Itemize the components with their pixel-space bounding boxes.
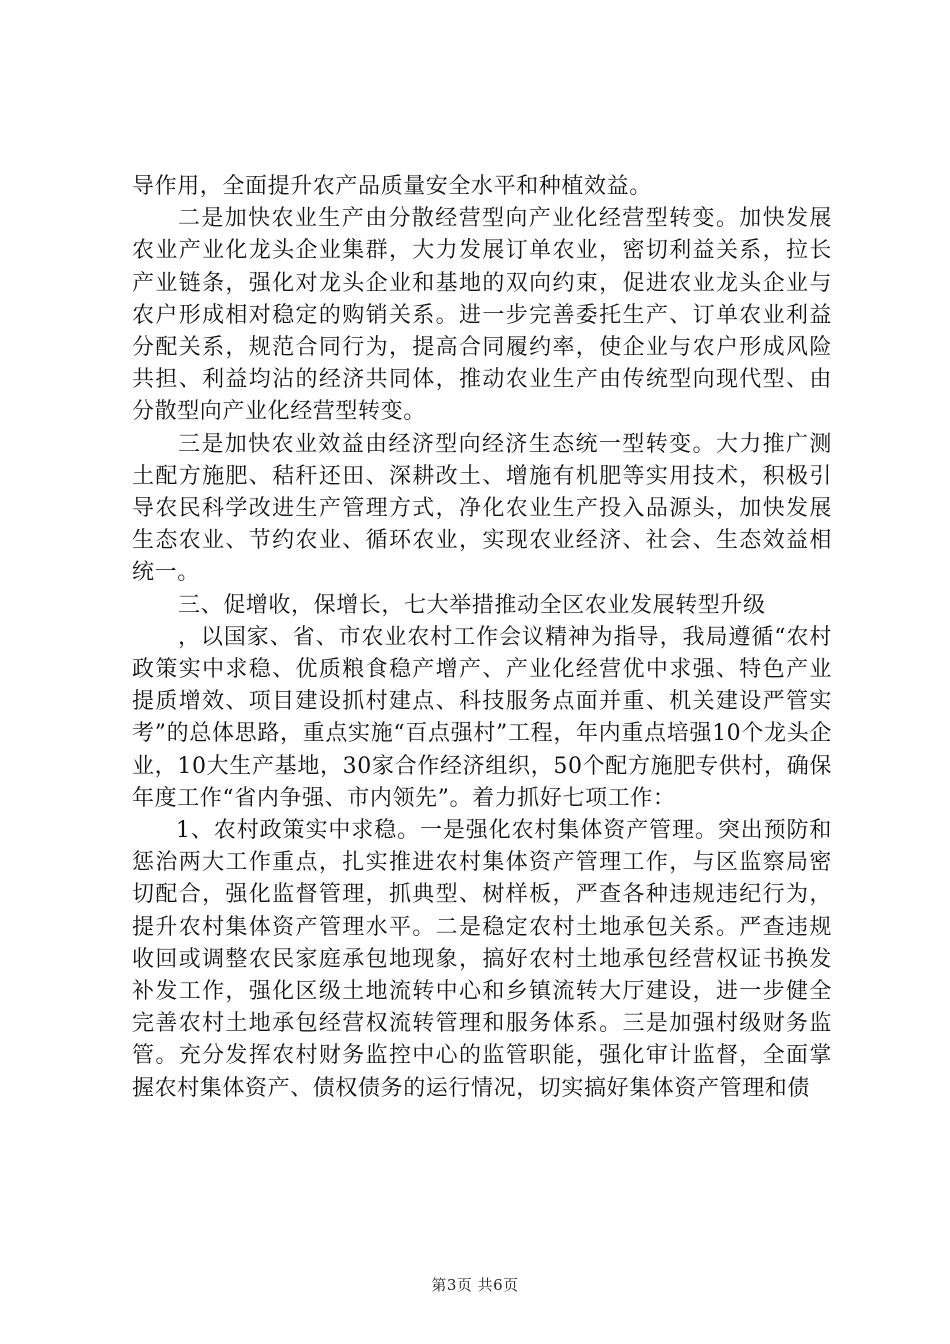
paragraph-point-three: 三是加快农业效益由经济型向经济生态统一型转变。大力推广测土配方施肥、秸秆还田、深耕改土、增施有机肥等实用技术，积极引导农民科学改进生产管理方式，净化农业生产投入品源头，加快发展生态农业、节约农业、循环农业，实现农业经济、社会、生态效益相统一。: [132, 431, 832, 586]
section-heading-three: 三、促增收，保增长，七大举措推动全区农业发展转型升级: [178, 592, 766, 618]
paragraph-continuation: 导作用，全面提升农产品质量安全水平和种植效益。: [132, 174, 652, 199]
paragraph-point-two: 二是加快农业生产由分散经营型向产业化经营型转变。加快发展农业产业化龙头企业集群，大力发展订单农业，密切利益关系，拉长产业链条，强化对龙头企业和基地的双向约束，促进农业龙头企业与农户形成相对稳定的购销关系。进一步完善委托生产、订单农业利益分配关系，规范合同行为，提高合同履约率，使企业与农户形成风险共担、利益均沾的经济共同体，推动农业生产由传统型向现代型、由分散型向产业化经营型转变。: [132, 206, 832, 425]
paragraph-overview: ，以国家、省、市农业农村工作会议精神为指导，我局遵循“农村政策实中求稳、优质粮食稳产增产、产业化经营优中求强、特色产业提质增效、项目建设抓村建点、科技服务点面并重、机关建设严管实考”的总体思路，重点实施“百点强村”工程，年内重点培强10个龙头企业，10大生产基地，30家合作经济组织，50个配方施肥专供村，确保年度工作“省内争强、市内领先”。着力抓好七项工作：: [132, 624, 832, 811]
paragraph-item-one: 1、农村政策实中求稳。一是强化农村集体资产管理。突出预防和惩治两大工作重点，扎实推进农村集体资产管理工作，与区监察局密切配合，强化监督管理，抓典型、树样板，严查各种违规违纪行为，提升农村集体资产管理水平。二是稳定农村土地承包关系。严查违规收回或调整农民家庭承包地现象，搞好农村土地承包经营权证书换发补发工作，强化区级土地流转中心和乡镇流转大厅建设，进一步健全完善农村土地承包经营权流转管理和服务体系。三是加强村级财务监管。充分发挥农村财务监控中心的监管职能，强化审计监督，全面掌握农村集体资产、债权债务的运行情况，切实搞好集体资产管理和债: [132, 818, 832, 1101]
page-number-footer: 第3页 共6页: [431, 1276, 519, 1294]
document-body: [132, 171, 832, 1105]
